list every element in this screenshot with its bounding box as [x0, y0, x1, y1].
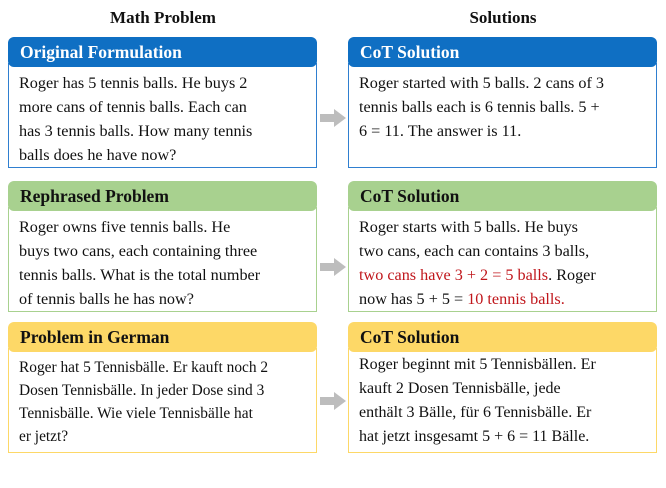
original-formulation-box — [8, 37, 317, 168]
text-span: now has 5 + 5 = — [359, 290, 468, 308]
german-problem-box — [8, 322, 317, 453]
box-header: CoT Solution — [348, 322, 657, 352]
text-line: balls does he have now? — [19, 146, 177, 164]
text-line: Roger started with 5 balls. 2 cans of 3 — [359, 74, 605, 92]
box-header: Rephrased Problem — [8, 181, 317, 211]
text-line: more cans of tennis balls. Each can — [19, 98, 247, 116]
text-line: Tennisbälle. Wie viele Tennisbälle hat — [19, 405, 253, 422]
box-body — [348, 348, 657, 453]
box-body — [348, 207, 657, 312]
text-line: kauft 2 Dosen Tennisbälle, jede — [359, 380, 561, 397]
box-body — [348, 63, 657, 168]
text-line: Roger starts with 5 balls. He buys — [359, 218, 578, 236]
text-line: Dosen Tennisbälle. In jeder Dose sind 3 — [19, 382, 265, 399]
text-span: . Roger — [548, 266, 596, 284]
text-line: 6 = 11. The answer is 11. — [359, 122, 522, 140]
column-title-solutions: Solutions — [469, 8, 537, 27]
arrow-right-icon — [320, 109, 346, 127]
text-line: has 3 tennis balls. How many tennis — [19, 122, 253, 140]
text-line: of tennis balls he has now? — [19, 290, 194, 308]
text-line: tennis balls. What is the total number — [19, 266, 261, 284]
text-line — [359, 263, 646, 287]
error-highlight: two cans have 3 + 2 = 5 balls — [359, 266, 549, 284]
box-body — [8, 207, 317, 312]
text-line: Roger hat 5 Tennisbälle. Er kauft noch 2 — [19, 359, 269, 376]
arrow-right-icon — [320, 258, 346, 276]
column-title-math-problem: Math Problem — [110, 8, 216, 27]
text-line: hat jetzt insgesamt 5 + 6 = 11 Bälle. — [359, 428, 590, 445]
text-line: Roger has 5 tennis balls. He buys 2 — [19, 74, 248, 92]
text-line: tennis balls each is 6 tennis balls. 5 + — [359, 98, 600, 116]
box-body — [8, 63, 317, 168]
arrow-right-icon — [320, 392, 346, 410]
box-body — [8, 348, 317, 453]
box-header: Problem in German — [8, 322, 317, 352]
box-header: CoT Solution — [348, 37, 657, 67]
cot-solution-box-rephrased — [348, 181, 657, 312]
text-line: enthält 3 Bälle, für 6 Tennisbälle. Er — [359, 404, 592, 421]
rephrased-problem-box — [8, 181, 317, 312]
text-line: two cans, each can contains 3 balls, — [359, 242, 590, 260]
box-header: CoT Solution — [348, 181, 657, 211]
error-highlight: 10 tennis balls. — [467, 290, 565, 308]
text-line — [359, 287, 646, 311]
text-line: buys two cans, each containing three — [19, 242, 258, 260]
text-line: Roger beginnt mit 5 Tennisbällen. Er — [359, 356, 596, 373]
box-header: Original Formulation — [8, 37, 317, 67]
cot-solution-box-original — [348, 37, 657, 168]
cot-solution-box-german — [348, 322, 657, 453]
text-line: er jetzt? — [19, 428, 69, 445]
text-line: Roger owns five tennis balls. He — [19, 218, 231, 236]
